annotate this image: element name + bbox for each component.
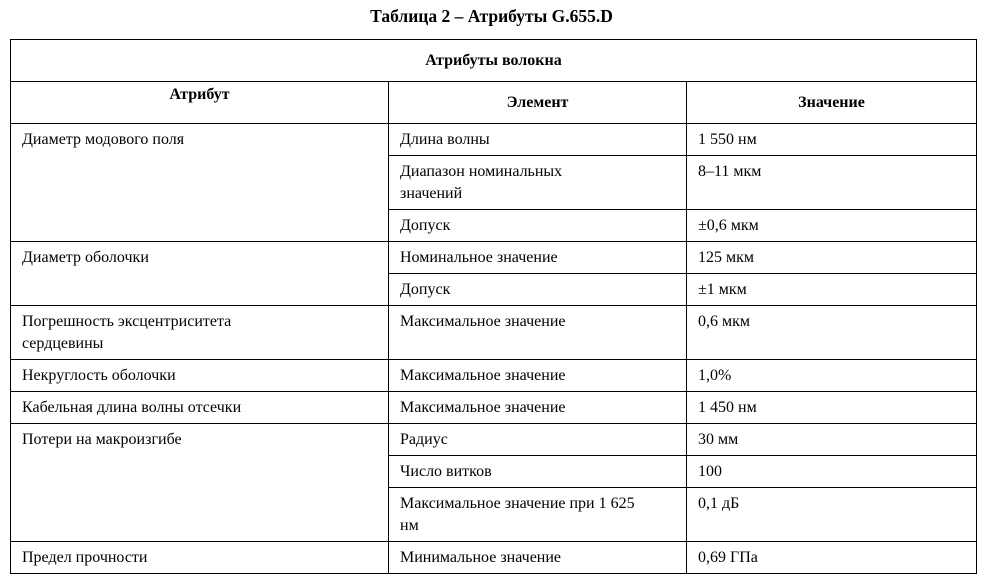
element-cell: Максимальное значение <box>389 360 687 392</box>
attribute-cell: Диаметр модового поля <box>11 124 389 242</box>
value-cell: 0,69 ГПа <box>687 542 977 574</box>
table-row <box>11 306 977 360</box>
attribute-cell: Кабельная длина волны отсечки <box>11 392 389 424</box>
value-cell: 30 мм <box>687 424 977 456</box>
value-cell: ±0,6 мкм <box>687 210 977 242</box>
value-cell: 0,1 дБ <box>687 488 977 542</box>
table-super-header-row <box>11 40 977 82</box>
table-title: Таблица 2 – Атрибуты G.655.D <box>370 6 613 26</box>
element-cell: Номинальное значение <box>389 242 687 274</box>
attribute-cell: Предел прочности <box>11 542 389 574</box>
value-cell: ±1 мкм <box>687 274 977 306</box>
value-cell: 1,0% <box>687 360 977 392</box>
value-cell: 100 <box>687 456 977 488</box>
element-cell: Радиус <box>389 424 687 456</box>
value-cell: 1 450 нм <box>687 392 977 424</box>
attribute-cell: Погрешность эксцентриситета сердцевины <box>11 306 389 360</box>
value-cell: 8–11 мкм <box>687 156 977 210</box>
attribute-cell: Диаметр оболочки <box>11 242 389 306</box>
element-cell: Длина волны <box>389 124 687 156</box>
element-cell: Диапазон номинальных значений <box>389 156 687 210</box>
header-value: Значение <box>687 82 977 124</box>
super-header-cell: Атрибуты волокна <box>11 40 977 82</box>
table-row <box>11 424 977 456</box>
table-header-row <box>11 82 977 124</box>
value-cell: 0,6 мкм <box>687 306 977 360</box>
table-row <box>11 542 977 574</box>
header-element: Элемент <box>389 82 687 124</box>
element-cell: Допуск <box>389 210 687 242</box>
element-cell: Максимальное значение при 1 625 нм <box>389 488 687 542</box>
table-row <box>11 242 977 274</box>
element-cell: Число витков <box>389 456 687 488</box>
element-cell: Максимальное значение <box>389 306 687 360</box>
table-row <box>11 392 977 424</box>
element-cell: Минимальное значение <box>389 542 687 574</box>
attributes-table <box>10 39 977 574</box>
element-cell: Допуск <box>389 274 687 306</box>
table-row <box>11 360 977 392</box>
table-row <box>11 124 977 156</box>
value-cell: 1 550 нм <box>687 124 977 156</box>
attribute-cell: Потери на макроизгибе <box>11 424 389 542</box>
value-cell: 125 мкм <box>687 242 977 274</box>
attribute-cell: Некруглость оболочки <box>11 360 389 392</box>
header-attribute: Атрибут <box>11 82 389 124</box>
element-cell: Максимальное значение <box>389 392 687 424</box>
